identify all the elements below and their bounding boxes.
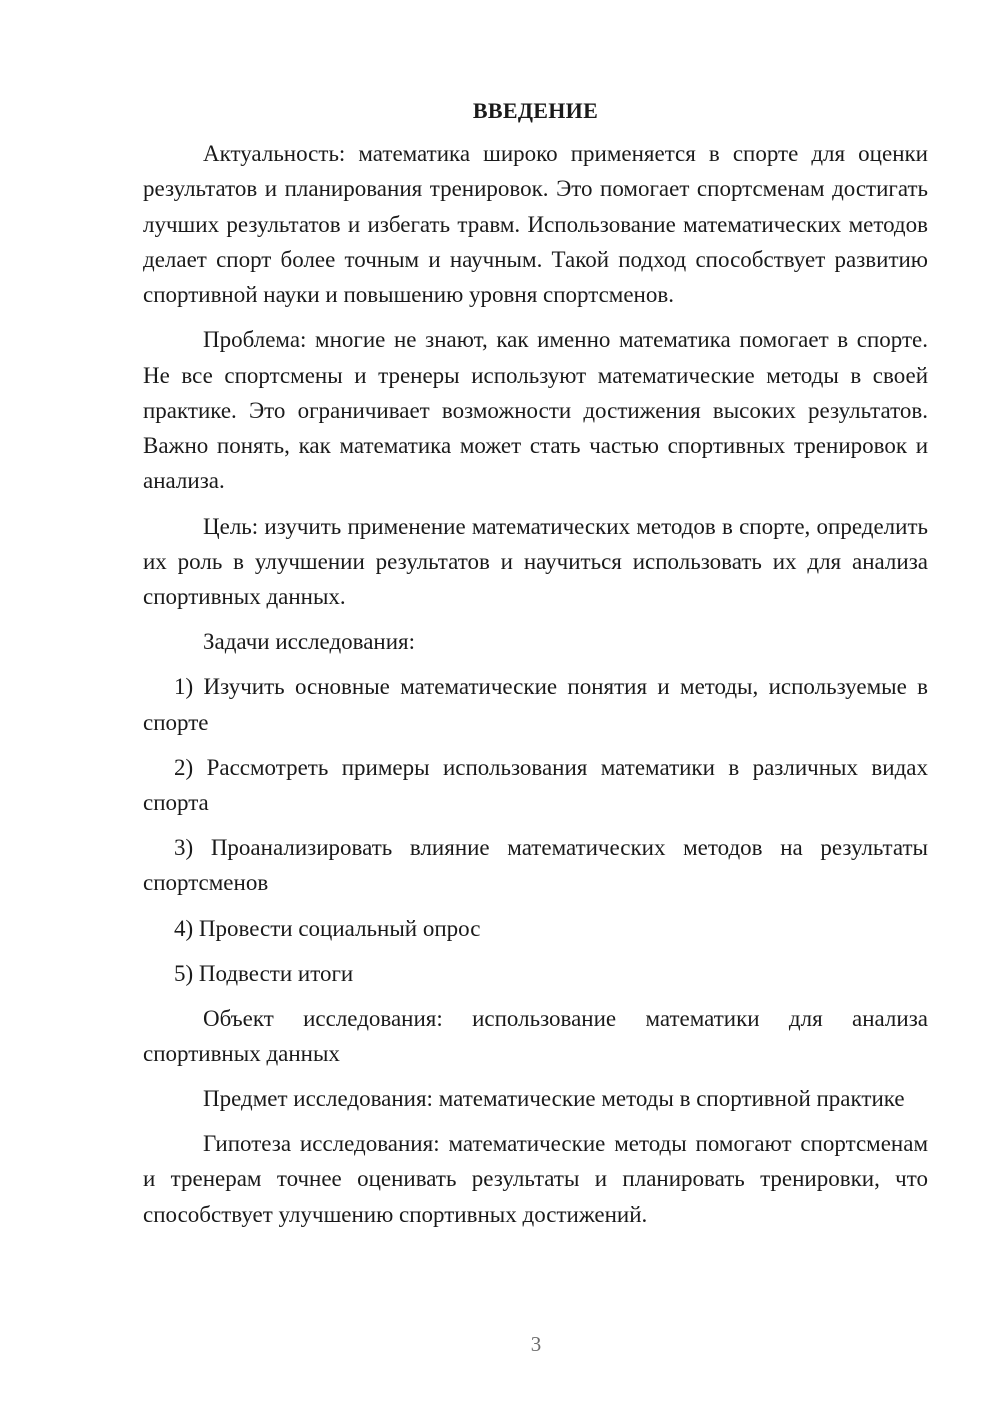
task-item: 3) Проанализировать влияние математических методов на результаты спортсменов: [143, 835, 928, 896]
task-item: 2) Рассмотреть примеры использования математики в различных видах спорта: [143, 754, 928, 816]
paragraph-hypothesis: Гипотеза исследования: математические методы помогают спортсменам и тренерам точнее оценивать результаты и планировать тренировки, что способствует улучшению спортивных достижений.: [143, 1131, 928, 1227]
paragraph-goal: Цель: изучить применение математических методов в спорте, определить их роль в улучшении результатов и научиться использовать их для анализа спортивных данных.: [143, 513, 928, 610]
paragraph-object: Объект исследования: использование математики для анализа спортивных данных: [143, 1005, 928, 1066]
page-body: [143, 96, 928, 1242]
paragraph-subject: Предмет исследования: математические методы в спортивной практике: [203, 1086, 905, 1112]
task-item: 1) Изучить основные математические понятия и методы, используемые в спорте: [143, 674, 928, 735]
paragraph-problem: Проблема: многие не знают, как именно математика помогает в спорте. Не все спортсмены и тренеры используют математические методы в своей практике. Это ограничивает возможности достижения высоких результатов. Важно понять, как математика может стать частью спортивных тренировок и анализа.: [143, 327, 928, 494]
tasks-list: [143, 669, 928, 991]
paragraph-relevance: Актуальность: математика широко применяется в спорте для оценки результатов и планирования тренировок. Это помогает спортсменам достигать лучших результатов и избегать травм. Использование математических методов делает спорт более точным и научным. Такой подход способствует развитию спортивной науки и повышению уровня спортсменов.: [143, 141, 928, 308]
task-item: 5) Подвести итоги: [174, 960, 354, 986]
page-number: 3: [530, 1332, 542, 1356]
tasks-heading: Задачи исследования:: [203, 629, 416, 655]
task-item: 4) Провести социальный опрос: [174, 915, 481, 941]
section-heading: ВВЕДЕНИЕ: [472, 98, 599, 123]
